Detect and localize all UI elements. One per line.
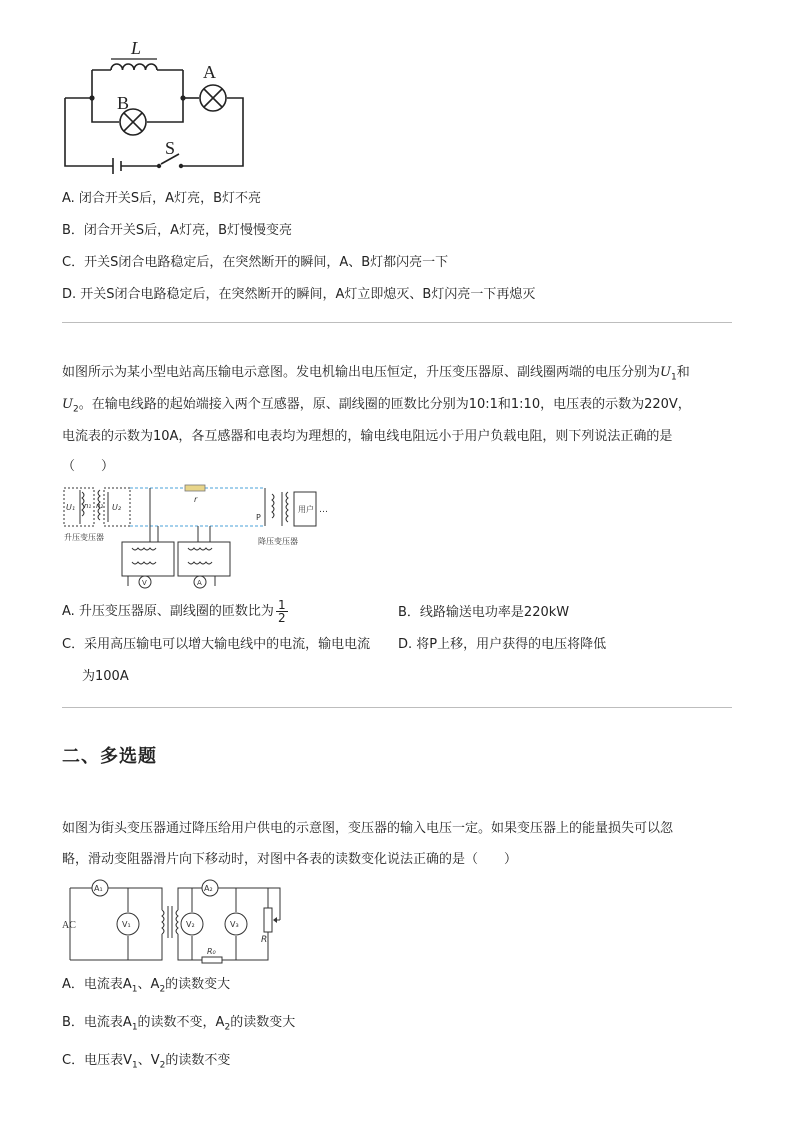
lamp-b-label: B	[117, 93, 130, 113]
switch-label: S	[165, 138, 176, 158]
divider	[62, 707, 732, 708]
n1-label: n₁	[84, 502, 92, 510]
q2-answer-bracket: （ ）	[62, 459, 115, 474]
user-dots: …	[319, 505, 328, 515]
step-up-transformer-label: 升压变压器	[64, 533, 104, 542]
q3-option-c: C．电压表$V_1$、$V_2$的读数不变	[62, 1053, 231, 1071]
rheostat-r-label: R	[261, 935, 268, 945]
divider	[62, 322, 732, 323]
resistor-r-label: r	[194, 495, 198, 504]
street-transformer-diagram	[62, 876, 282, 966]
ac-source-label: AC	[62, 920, 76, 931]
q1-option-c: C．开关S闭合电路稳定后，在突然断开的瞬间，A、B灯都闪亮一下	[62, 255, 449, 270]
q3-stem-line1: 如图为街头变压器通过降压给用户供电的示意图，变压器的输入电压一定。如果变压器上的能量损失可以忽	[62, 821, 674, 836]
q2-option-c-line1: C．采用高压输电可以增大输电线中的电流，输电电流	[62, 637, 371, 652]
voltmeter-v3-label: V₃	[230, 920, 239, 929]
u2-label: U₂	[112, 503, 122, 512]
q2-option-c-line2: 为100A	[82, 669, 129, 684]
section-title: 二、多选题	[62, 746, 157, 767]
q2-stem-line1: 如图所示为某小型电站高压输电示意图。发电机输出电压恒定，升压变压器原、副线圈两端的电压分别为$U_1$和	[62, 365, 690, 383]
lamp-a-label: A	[203, 62, 216, 82]
q3-stem-line2: 略，滑动变阻器滑片向下移动时，对图中各表的读数变化说法正确的是（ ）	[62, 852, 518, 867]
n2-label: n₂	[96, 502, 104, 510]
q2-stem-line3: 电流表的示数为10A，各互感器和电表均为理想的，输电线电阻远小于用户负载电阻，则下列说法正确的是	[62, 429, 673, 444]
fraction: $\frac{1}{2}$	[277, 598, 286, 625]
q2-option-b: B．线路输送电功率是220kW	[398, 605, 570, 620]
voltmeter-v2-label: V₂	[186, 920, 195, 929]
voltmeter-label: V	[142, 579, 147, 587]
q1-option-d: D. 开关S闭合电路稳定后，在突然断开的瞬间，A灯立即熄灭、B灯闪亮一下再熄灭	[62, 287, 536, 302]
q1-option-b: B．闭合开关S后，A灯亮，B灯慢慢变亮	[62, 223, 292, 238]
q2-stem-line2: $U_2$。在输电线路的起始端接入两个互感器，原、副线圈的匝数比分别为10:1和1:10，电压表的示数为220V，	[62, 397, 691, 415]
q2-option-a: A. 升压变压器原、副线圈的匝数比为 $\frac{1}{2}$	[62, 598, 286, 625]
ammeter-a1-label: A₁	[94, 884, 103, 893]
q1-option-a: A. 闭合开关S后，A灯亮，B灯不亮	[62, 191, 261, 206]
step-down-transformer-label: 降压变压器	[258, 537, 298, 546]
voltmeter-v1-label: V₁	[122, 920, 131, 929]
user-label: 用户	[298, 505, 314, 514]
power-transmission-diagram	[60, 482, 340, 594]
q3-option-b: B．电流表$A_1$的读数不变，$A_2$的读数变大	[62, 1015, 296, 1033]
q3-option-a: A．电流表$A_1$、$A_2$的读数变大	[62, 977, 231, 995]
ammeter-label: A	[197, 579, 202, 587]
u1-label: U₁	[66, 503, 76, 512]
inductor-label: L	[131, 38, 142, 58]
ammeter-a2-label: A₂	[204, 884, 213, 893]
lamp-inductor-circuit-diagram	[55, 30, 265, 175]
resistor-r0-label: R₀	[207, 947, 216, 956]
slider-p-label: P	[256, 513, 261, 522]
q2-option-d: D. 将P上移，用户获得的电压将降低	[398, 637, 607, 652]
